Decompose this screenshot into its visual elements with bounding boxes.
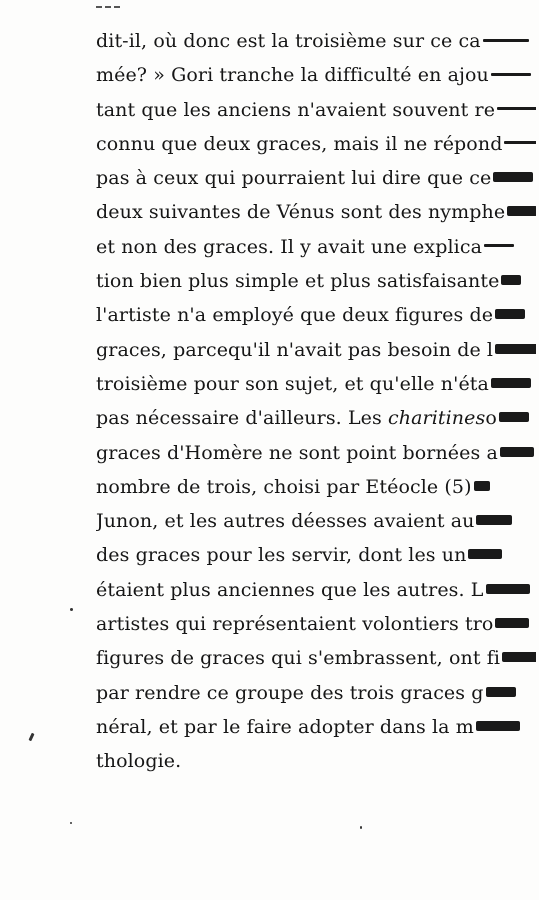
top-page-mark xyxy=(96,6,120,14)
text-line: troisième pour son sujet, et qu'elle n'éta xyxy=(96,367,536,401)
text-line: des graces pour les servir, dont les un xyxy=(96,538,536,572)
text-line: pas nécessaire d'ailleurs. Les charitineso xyxy=(96,401,536,435)
text-line: mée? » Gori tranche la difficulté en ajou xyxy=(96,58,536,92)
text-line: étaient plus anciennes que les autres. L xyxy=(96,573,536,607)
text-line: par rendre ce groupe des trois graces g xyxy=(96,676,536,710)
ink-speck xyxy=(360,826,362,829)
text-line: Junon, et les autres déesses avaient au xyxy=(96,504,536,538)
text-line: graces d'Homère ne sont point bornées a xyxy=(96,436,536,470)
text-line: tant que les anciens n'avaient souvent re xyxy=(96,93,536,127)
text-line: connu que deux graces, mais il ne répond xyxy=(96,127,536,161)
text-line: néral, et par le faire adopter dans la m xyxy=(96,710,536,744)
body-text xyxy=(96,24,536,779)
text-line: l'artiste n'a employé que deux figures de xyxy=(96,298,536,332)
text-line: graces, parcequ'il n'avait pas besoin de l xyxy=(96,333,536,367)
text-line: deux suivantes de Vénus sont des nymphe xyxy=(96,195,536,229)
text-line: et non des graces. Il y avait une explica xyxy=(96,230,536,264)
text-line: tion bien plus simple et plus satisfaisante xyxy=(96,264,536,298)
italic-word: charitines xyxy=(388,407,486,430)
text-line: pas à ceux qui pourraient lui dire que ce xyxy=(96,161,536,195)
text-line: artistes qui représentaient volontiers tro xyxy=(96,607,536,641)
text-line: thologie. xyxy=(96,750,182,773)
ink-speck xyxy=(70,608,73,611)
text-line: nombre de trois, choisi par Etéocle (5) xyxy=(96,470,536,504)
text-line: dit-il, où donc est la troisième sur ce ca xyxy=(96,24,536,58)
ink-speck xyxy=(70,822,72,824)
ink-speck xyxy=(28,733,34,742)
text-line: figures de graces qui s'embrassent, ont fi xyxy=(96,641,536,675)
